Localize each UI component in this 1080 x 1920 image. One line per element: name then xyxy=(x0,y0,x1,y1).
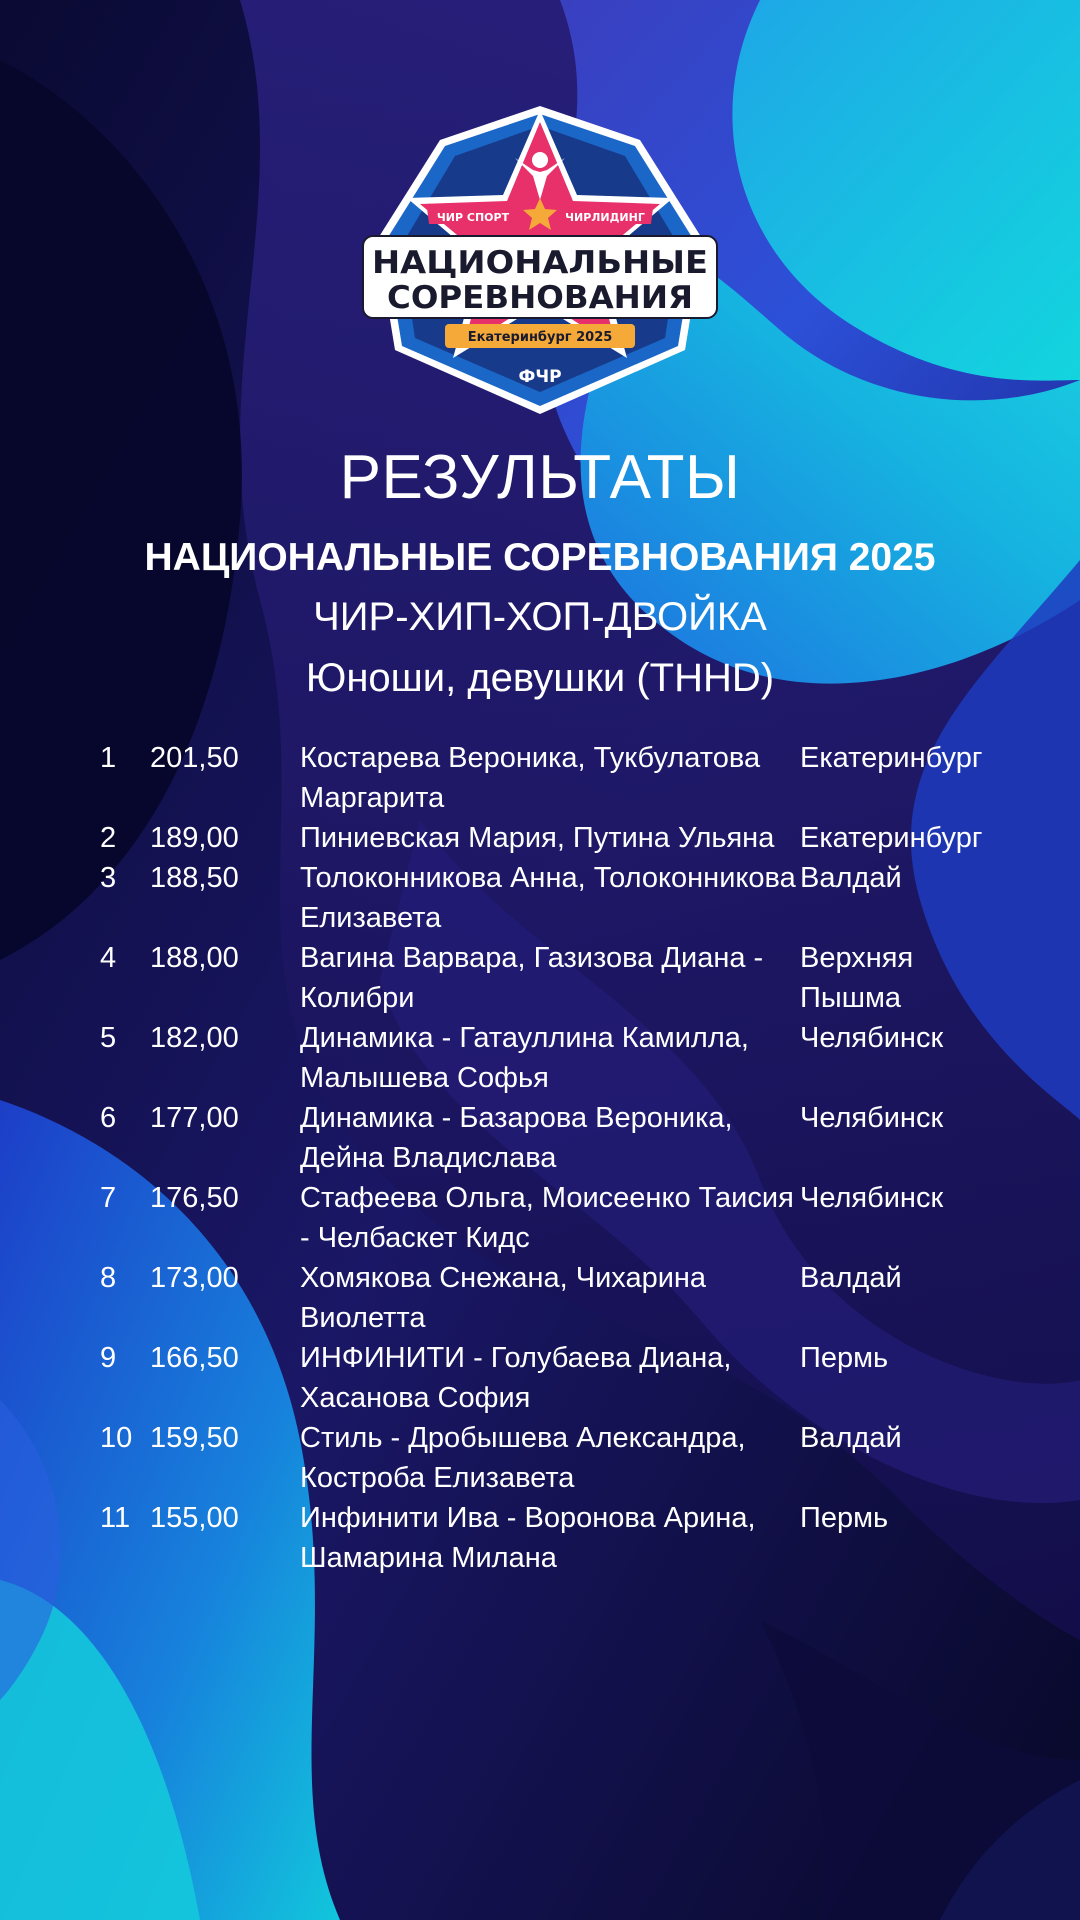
logo-tag-left: ЧИР СПОРТ xyxy=(436,211,510,224)
result-score: 166,50 xyxy=(150,1342,239,1374)
result-names: Стафеева Ольга, Моисеенко Таисия - Челбаскет Кидс xyxy=(300,1182,794,1254)
result-place: 10 xyxy=(100,1422,133,1454)
result-names: Инфинити Ива - Воронова Арина, Шамарина Милана xyxy=(300,1502,756,1574)
result-row xyxy=(100,738,1000,818)
competition-logo xyxy=(355,100,725,420)
result-score: 177,00 xyxy=(150,1102,239,1134)
logo-tag-right: ЧИРЛИДИНГ xyxy=(565,211,645,224)
result-row xyxy=(100,818,1000,858)
result-place: 2 xyxy=(100,822,117,854)
result-place: 3 xyxy=(100,862,117,894)
logo-city-year: Екатеринбург 2025 xyxy=(467,330,613,345)
result-place: 6 xyxy=(100,1102,117,1134)
result-score: 173,00 xyxy=(150,1262,239,1294)
logo-line-2: СОРЕВНОВАНИЯ xyxy=(387,280,693,316)
result-names: Вагина Варвара, Газизова Диана - Колибри xyxy=(300,942,764,1014)
result-place: 1 xyxy=(100,742,117,774)
result-city: Валдай xyxy=(800,1262,902,1294)
result-names: Костарева Вероника, Тукбулатова Маргарита xyxy=(300,742,761,814)
result-names: Хомякова Снежана, Чихарина Виолетта xyxy=(300,1262,707,1334)
result-row xyxy=(100,858,1000,938)
result-names: Толоконникова Анна, Толоконникова Елизавета xyxy=(300,862,796,934)
result-score: 189,00 xyxy=(150,822,239,854)
result-place: 8 xyxy=(100,1262,117,1294)
logo-federation: ФЧР xyxy=(518,367,562,387)
result-score: 188,50 xyxy=(150,862,239,894)
result-score: 155,00 xyxy=(150,1502,239,1534)
result-city: Челябинск xyxy=(800,1022,944,1054)
result-names: Стиль - Дробышева Александра, Костроба Елизавета xyxy=(300,1422,746,1494)
result-row xyxy=(100,938,1000,1018)
result-city: Екатеринбург xyxy=(800,822,983,854)
result-city: Пермь xyxy=(800,1502,889,1534)
result-row xyxy=(100,1258,1000,1338)
result-score: 159,50 xyxy=(150,1422,239,1454)
result-row xyxy=(100,1418,1000,1498)
result-place: 5 xyxy=(100,1022,117,1054)
results-title: РЕЗУЛЬТАТЫ xyxy=(339,443,741,512)
result-names: Динамика - Гатауллина Камилла, Малышева Софья xyxy=(300,1022,749,1094)
result-city: Валдай xyxy=(800,862,902,894)
result-score: 201,50 xyxy=(150,742,239,774)
result-names: Динамика - Базарова Вероника, Дейна Владислава xyxy=(300,1102,733,1174)
result-city: Верхняя Пышма xyxy=(800,942,914,1014)
result-city: Челябинск xyxy=(800,1102,944,1134)
logo-line-1: НАЦИОНАЛЬНЫЕ xyxy=(372,245,708,281)
result-place: 7 xyxy=(100,1182,117,1214)
result-place: 9 xyxy=(100,1342,117,1374)
result-score: 176,50 xyxy=(150,1182,239,1214)
results-table xyxy=(100,738,1000,1578)
result-row xyxy=(100,1018,1000,1098)
result-names: Пиниевская Мария, Путина Ульяна xyxy=(300,822,775,854)
result-score: 182,00 xyxy=(150,1022,239,1054)
result-city: Екатеринбург xyxy=(800,742,983,774)
result-place: 4 xyxy=(100,942,117,974)
category-title: Юноши, девушки (ТННD) xyxy=(305,656,775,700)
event-title: НАЦИОНАЛЬНЫЕ СОРЕВНОВАНИЯ 2025 xyxy=(144,536,936,579)
result-city: Челябинск xyxy=(800,1182,944,1214)
result-place: 11 xyxy=(100,1502,131,1534)
result-city: Пермь xyxy=(800,1342,889,1374)
result-row xyxy=(100,1098,1000,1178)
result-city: Валдай xyxy=(800,1422,902,1454)
result-score: 188,00 xyxy=(150,942,239,974)
result-names: ИНФИНИТИ - Голубаева Диана, Хасанова София xyxy=(300,1342,732,1414)
result-row xyxy=(100,1178,1000,1258)
result-row xyxy=(100,1338,1000,1418)
discipline-title: ЧИР-ХИП-ХОП-ДВОЙКА xyxy=(313,595,767,639)
result-row xyxy=(100,1498,1000,1578)
